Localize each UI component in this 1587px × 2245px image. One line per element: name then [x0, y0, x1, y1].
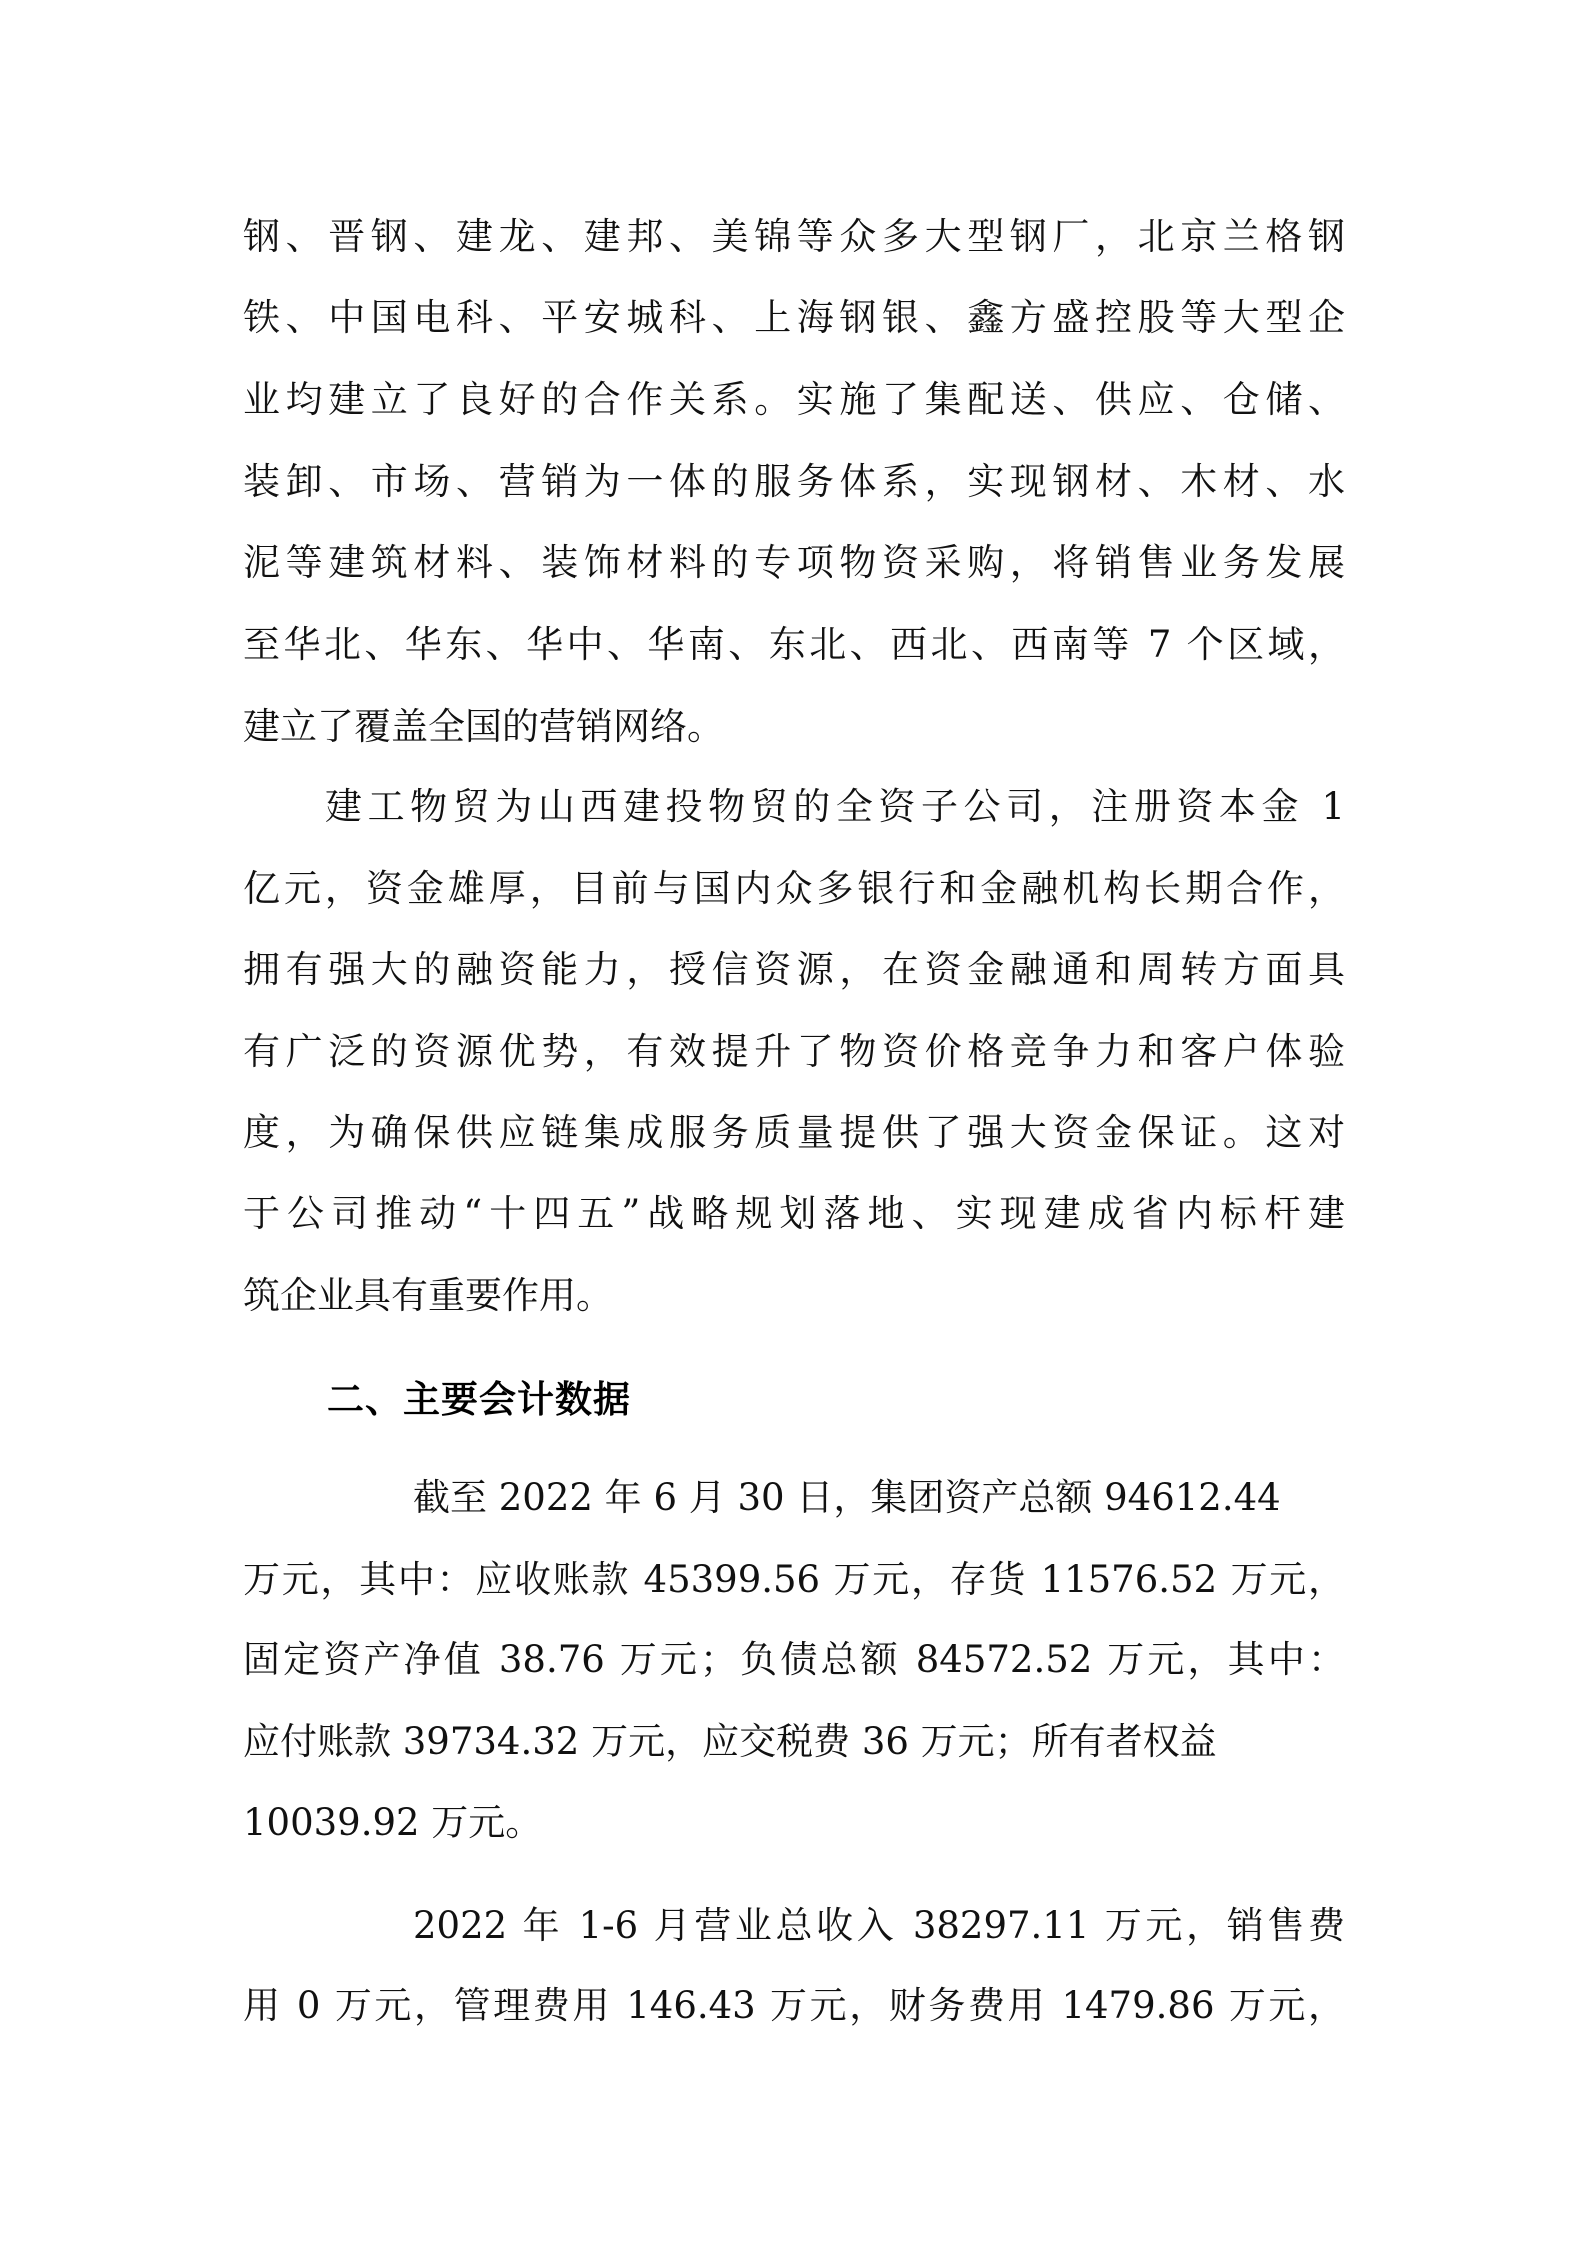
text-line: 万元，其中：应收账款 45399.56 万元，存货 11576.52 万元， [243, 1558, 1345, 1601]
text-line: 业均建立了良好的合作关系。实施了集配送、供应、仓储、 [243, 378, 1345, 421]
text-line: 于公司推动“十四五”战略规划落地、实现建成省内标杆建 [243, 1192, 1345, 1235]
text-line: 筑企业具有重要作用。 [243, 1274, 613, 1317]
text-line: 建立了覆盖全国的营销网络。 [243, 705, 724, 748]
text-line: 至华北、华东、华中、华南、东北、西北、西南等 7 个区域， [243, 623, 1345, 666]
text-line: 钢、晋钢、建龙、建邦、美锦等众多大型钢厂，北京兰格钢 [243, 215, 1345, 258]
text-line: 建工物贸为山西建投物贸的全资子公司，注册资本金 1 [325, 785, 1345, 828]
text-line: 装卸、市场、营销为一体的服务体系，实现钢材、木材、水 [243, 460, 1345, 503]
text-line: 用 0 万元，管理费用 146.43 万元，财务费用 1479.86 万元， [243, 1984, 1345, 2027]
text-line: 度，为确保供应链集成服务质量提供了强大资金保证。这对 [243, 1111, 1345, 1154]
text-line: 应付账款 39734.32 万元，应交税费 36 万元；所有者权益 [243, 1720, 1217, 1763]
text-line: 截至 2022 年 6 月 30 日，集团资产总额 94612.44 [413, 1476, 1281, 1519]
text-line: 10039.92 万元。 [243, 1801, 543, 1844]
text-line: 固定资产净值 38.76 万元；负债总额 84572.52 万元，其中： [243, 1638, 1345, 1681]
text-line: 泥等建筑材料、装饰材料的专项物资采购，将销售业务发展 [243, 541, 1345, 584]
section-heading: 二、主要会计数据 [327, 1378, 631, 1421]
text-line: 铁、中国电科、平安城科、上海钢银、鑫方盛控股等大型企 [243, 296, 1345, 339]
text-line: 拥有强大的融资能力，授信资源，在资金融通和周转方面具 [243, 948, 1345, 991]
text-line: 亿元，资金雄厚，目前与国内众多银行和金融机构长期合作， [243, 867, 1345, 910]
text-line: 2022 年 1-6 月营业总收入 38297.11 万元，销售费 [413, 1904, 1345, 1947]
text-line: 有广泛的资源优势，有效提升了物资价格竞争力和客户体验 [243, 1030, 1345, 1073]
